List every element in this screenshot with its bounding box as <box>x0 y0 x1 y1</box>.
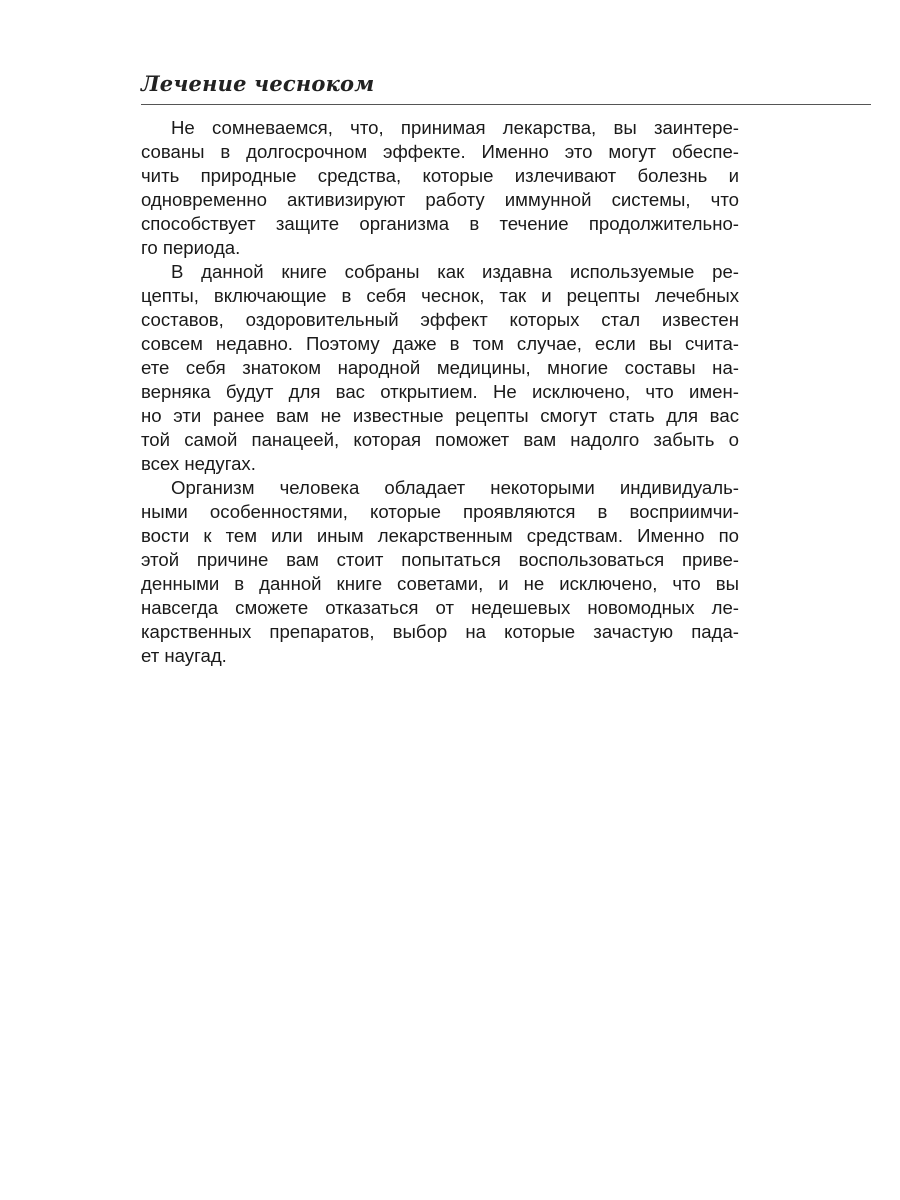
paragraph-1 <box>141 116 739 260</box>
text-line: совсем недавно. Поэтому даже в том случае, если вы счита- <box>141 333 739 354</box>
text-line: составов, оздоровительный эффект которых стал известен <box>141 309 739 330</box>
text-line: цепты, включающие в себя чеснок, так и рецепты лечебных <box>141 285 739 306</box>
paragraph-2 <box>141 260 739 476</box>
text-line: навсегда сможете отказаться от недешевых новомодных ле- <box>141 597 739 618</box>
paragraph-3 <box>141 476 739 668</box>
text-line: той самой панацеей, которая поможет вам надолго забыть о <box>141 429 739 450</box>
text-line: но эти ранее вам не известные рецепты смогут стать для вас <box>141 405 739 426</box>
text-line: Не сомневаемся, что, принимая лекарства, вы заинтере- <box>171 117 739 138</box>
text-line: вости к тем или иным лекарственным средствам. Именно по <box>141 525 739 546</box>
text-line: Организм человека обладает некоторыми индивидуаль- <box>171 477 739 498</box>
text-line: ными особенностями, которые проявляются в восприимчи- <box>141 501 739 522</box>
text-line: денными в данной книге советами, и не исключено, что вы <box>141 573 739 594</box>
text-line: этой причине вам стоит попытаться воспользоваться приве- <box>141 549 739 570</box>
text-line: В данной книге собраны как издавна используемые ре- <box>171 261 739 282</box>
text-line: способствует защите организма в течение продолжительно- <box>141 213 739 234</box>
text-line: карственных препаратов, выбор на которые зачастую пада- <box>141 621 739 642</box>
text-line: сованы в долгосрочном эффекте. Именно это могут обеспе- <box>141 141 739 162</box>
text-line: чить природные средства, которые излечивают болезнь и <box>141 165 739 186</box>
text-line: верняка будут для вас открытием. Не исключено, что имен- <box>141 381 739 402</box>
running-title: Лечение чесноком <box>141 71 375 96</box>
text-line: одновременно активизируют работу иммунной системы, что <box>141 189 739 210</box>
text-line: всех недугах. <box>141 453 256 474</box>
text-line: го периода. <box>141 237 241 258</box>
text-line: ет наугад. <box>141 645 227 666</box>
body-text <box>141 116 739 668</box>
text-line: ете себя знатоком народной медицины, многие составы на- <box>141 357 739 378</box>
running-header <box>141 70 871 105</box>
